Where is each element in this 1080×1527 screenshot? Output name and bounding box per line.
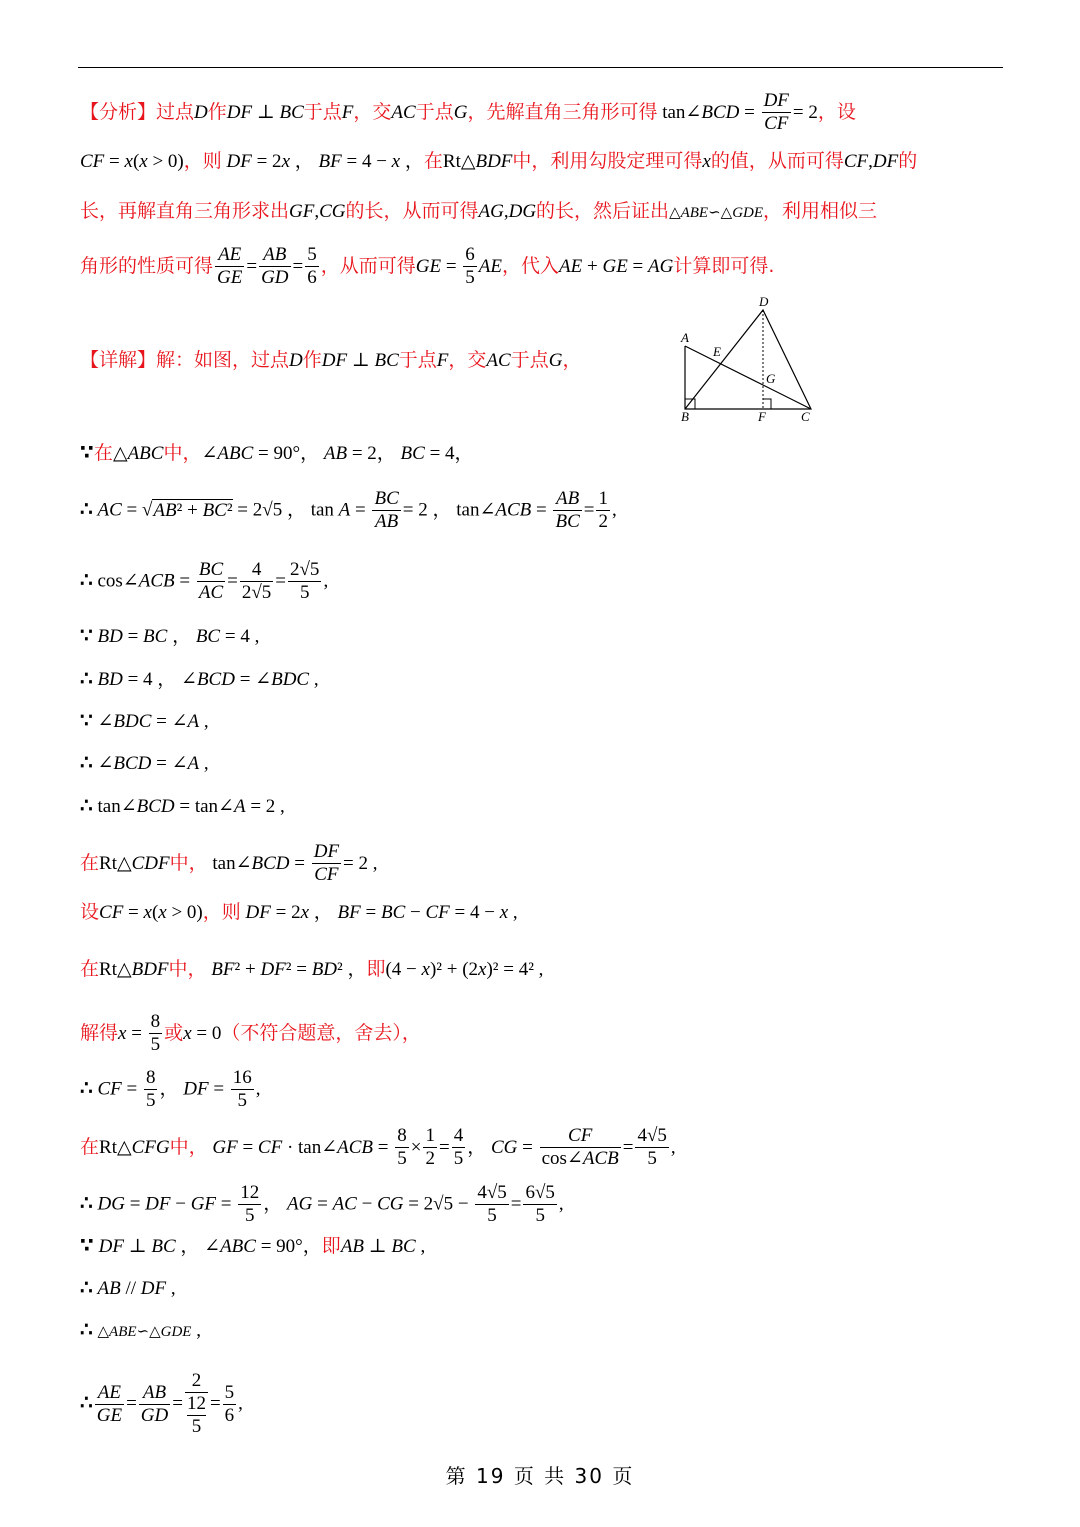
- analysis-line-1: 【分析】过点D作DF ⊥ BC于点F，交AC于点G，先解直角三角形可得 tan∠BCD = $\frac{DF}{CF}$ = 2，设: [80, 90, 856, 134]
- figure-label-d: D: [759, 294, 769, 309]
- step-17: ∴ AB // DF ,: [80, 1277, 176, 1299]
- step-16: ∵ DF ⊥ BC ， ∠ABC = 90°，即AB ⊥ BC ,: [80, 1233, 426, 1257]
- step-11: 在Rt△BDF中， BF² + DF² = BD² ，即(4 − x)² + (2x)² = 4² ,: [80, 958, 544, 980]
- figure-label-g: G: [766, 371, 776, 386]
- analysis-line-4: 角形的性质可得 $\frac{AE}{GE}$ = $\frac{AB}{GD}$ = $\frac{5}{6}$ ，从而可得GE = $\frac{6}{5}$ AE，代入AE + GE = AG计算即可得.: [80, 244, 775, 288]
- analysis-label: 【分析】: [80, 101, 157, 123]
- step-1: ∵在△ABC中，∠ABC = 90°， AB = 2， BC = 4，: [80, 440, 474, 464]
- detail-label: 【详解】: [80, 349, 157, 371]
- analysis-line-2: CF = x(x > 0)，则 DF = 2x ， BF = 4 − x ，在Rt△BDF中，利用勾股定理可得x的值，从而可得CF,DF的: [80, 150, 918, 172]
- step-14: 在Rt△CFG中， GF = CF · tan∠ACB = $\frac{8}{5}$ × $\frac{1}{2}$ = $\frac{4}{5}$ ， CG = $\frac{CF}{\text{cos∠ACB}}$ = $\frac{4√5}{5}$ ,: [80, 1125, 676, 1169]
- figure-label-b: B: [681, 409, 689, 424]
- step-6: ∵ ∠BDC = ∠A ,: [80, 710, 209, 732]
- step-7: ∴ ∠BCD = ∠A ,: [80, 752, 209, 774]
- page-footer: 第 19 页 共 30 页: [445, 1464, 635, 1488]
- step-13: ∴ CF = $\frac{8}{5}$ ， DF = $\frac{16}{5}$ ,: [80, 1067, 261, 1111]
- step-2: ∴ AC = √AB² + BC² = 2√5 ， tan A = $\frac{BC}{AB}$ = 2 ， tan∠ACB = $\frac{AB}{BC}$ = $\frac{1}{2}$ ,: [80, 488, 617, 532]
- figure-label-c: C: [801, 409, 810, 424]
- step-15: ∴ DG = DF − GF = $\frac{12}{5}$ ， AG = AC − CG = 2√5 − $\frac{4√5}{5}$ = $\frac{6√5}{5}$ ,: [80, 1182, 564, 1226]
- figure-label-a: A: [681, 330, 689, 345]
- step-8: ∴ tan∠BCD = tan∠A = 2 ,: [80, 795, 285, 817]
- step-5: ∴ BD = 4 ， ∠BCD = ∠BDC ,: [80, 668, 319, 690]
- figure-outline: [685, 310, 811, 409]
- top-rule: [78, 67, 1003, 68]
- figure-right-angle-f: [763, 399, 771, 409]
- step-12: 解得x = $\frac{8}{5}$ 或x = 0（不符合题意，舍去），: [80, 1011, 421, 1055]
- step-9: 在Rt△CDF中， tan∠BCD = $\frac{DF}{CF}$ = 2 ,: [80, 841, 378, 885]
- step-19: ∴ $\frac{AE}{GE}$ = $\frac{AB}{GD}$ = 2 12 5 = $\frac{5}{6}$ ,: [80, 1370, 243, 1437]
- step-18: ∴ △ABE∽△GDE ,: [80, 1319, 201, 1341]
- figure-label-f: F: [758, 409, 766, 424]
- step-10: 设CF = x(x > 0)，则 DF = 2x ， BF = BC − CF = 4 − x ,: [80, 901, 518, 923]
- detail-header: 【详解】解：如图，过点D作DF ⊥ BC于点F，交AC于点G，: [80, 349, 582, 371]
- step-4: ∵ BD = BC ， BC = 4 ,: [80, 625, 260, 647]
- analysis-line-3: 长，再解直角三角形求出GF,CG的长，从而可得AG,DG的长，然后证出△ABE∽△GDE，利用相似三: [80, 200, 878, 222]
- step-3: ∴ cos∠ACB = $\frac{BC}{AC}$ = $\frac{4}{2√5}$ = $\frac{2√5}{5}$ ,: [80, 559, 329, 603]
- triangle-figure: [675, 292, 825, 428]
- figure-segment-ac: [685, 346, 811, 409]
- figure-label-e: E: [713, 344, 721, 359]
